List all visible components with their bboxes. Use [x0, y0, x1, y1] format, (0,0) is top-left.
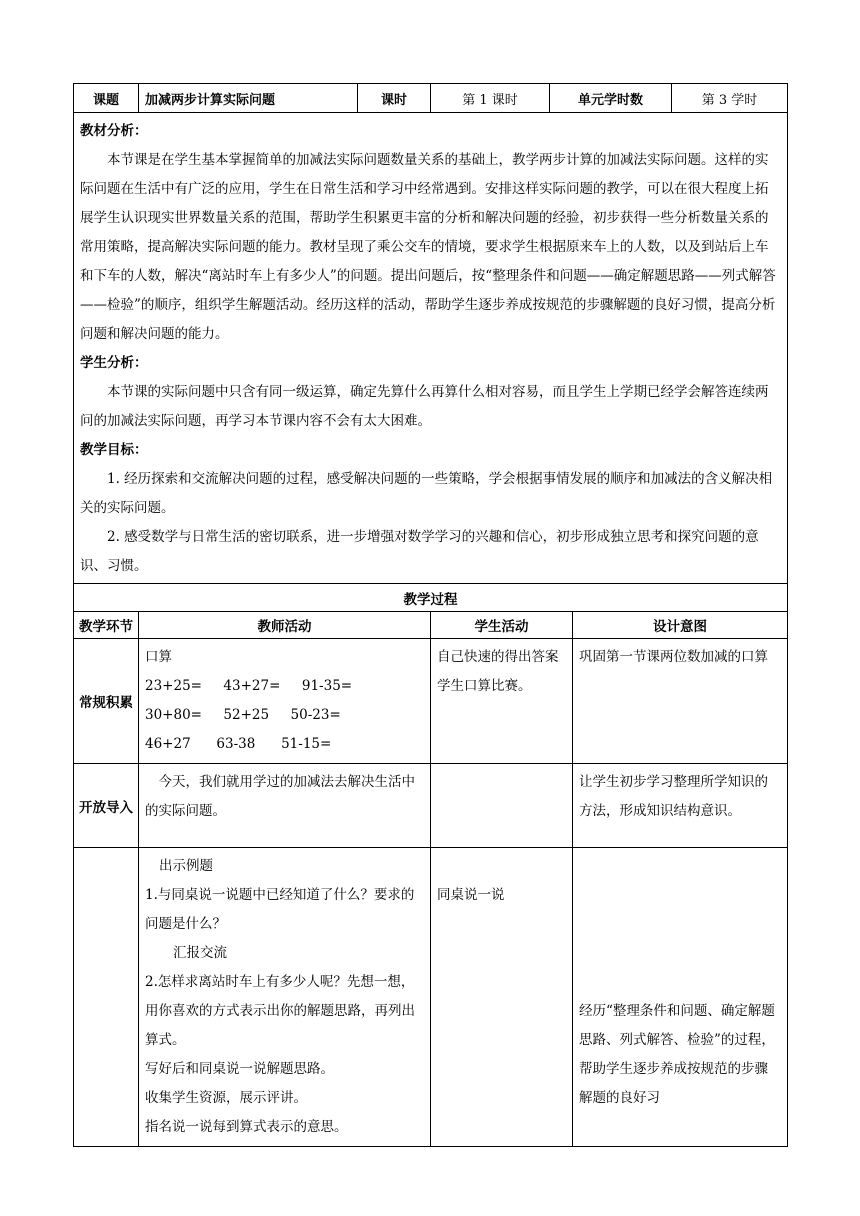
intent-intro: [573, 764, 788, 848]
textbook-heading: 教材分析：: [80, 123, 148, 139]
stage-routine: 常规积累: [74, 639, 139, 764]
row-example: [74, 848, 788, 1147]
period-label: 课时: [358, 84, 431, 113]
teacher-routine-line: 23+25= 43+27= 91-35=: [145, 678, 353, 694]
col-student: 学生活动: [431, 612, 573, 639]
student-routine: [431, 639, 573, 764]
teacher-intro-text: 今天，我们就用学过的加减法去解决生活中的实际问题。: [145, 774, 415, 819]
goal-1: 1. 经历探索和交流解决问题的过程，感受解决问题的一些策略，学会根据事情发展的顺序和加减法的含义解决相关的实际问题。: [80, 471, 773, 516]
goals-heading: 教学目标：: [80, 442, 148, 458]
student-routine-line: 学生口算比赛。: [437, 678, 532, 694]
unit-value: 第 3 学时: [672, 84, 788, 113]
teacher-example-line: 出示例题: [159, 858, 213, 874]
teacher-example-line: 汇报交流: [173, 945, 227, 961]
teacher-routine-line: 30+80= 52+25 50-23=: [145, 707, 341, 723]
process-title: 教学过程: [74, 584, 788, 612]
textbook-text: 本节课是在学生基本掌握简单的加减法实际问题数量关系的基础上，教学两步计算的加减法实际问题。这样的实际问题在生活中有广泛的应用，学生在日常生活和学习中经常遇到。安排这样实际问题的教学，可以在很大程度上拓展学生认识现实世界数量关系的范围，帮助学生积累更丰富的分析和解决问题的经验，初步获得一些分析数量关系的常用策略，提高解决实际问题的能力。教材呈现了乘公交车的情境，要求学生根据原来车上的人数，以及到站后上车和下车的人数，解决“离站时车上有多少人”的问题。提出问题后，按“整理条件和问题——确定解题思路——列式解答——检验”的顺序，组织学生解题活动。经历这样的活动，帮助学生逐步养成按规范的步骤解题的良好习惯，提高分析问题和解决问题的能力。: [80, 152, 776, 342]
teacher-routine-line: 46+27 63-38 51-15=: [145, 736, 332, 752]
stage-example: [74, 848, 139, 1147]
student-routine-line: 自己快速的得出答案: [437, 649, 559, 665]
topic-value: 加减两步计算实际问题: [139, 84, 358, 113]
teacher-example-line: 指名说一说每到算式表示的意思。: [145, 1119, 348, 1135]
header-row: [74, 84, 788, 113]
teacher-example-line: 1.与同桌说一说题中已经知道了什么？要求的问题是什么？: [145, 887, 415, 932]
teacher-example-line: 写好后和同桌说一说解题思路。: [145, 1061, 334, 1077]
col-stage: 教学环节: [74, 612, 139, 639]
teacher-routine: [139, 639, 431, 764]
stage-intro: 开放导入: [74, 764, 139, 848]
process-title-row: [74, 584, 788, 612]
lesson-plan-page: [73, 83, 787, 1147]
goal-2: 2. 感受数学与日常生活的密切联系，进一步增强对数学学习的兴趣和信心，初步形成独立思考和探究问题的意识、习惯。: [80, 529, 759, 574]
intent-routine: [573, 639, 788, 764]
intent-routine-text: 巩固第一节课两位数加减的口算: [579, 649, 769, 665]
col-intent: 设计意图: [573, 612, 788, 639]
analysis-row: [74, 113, 788, 584]
period-value: 第 1 课时: [431, 84, 550, 113]
lesson-plan-table: [73, 83, 788, 1147]
topic-label: 课题: [74, 84, 139, 113]
row-intro: [74, 764, 788, 848]
unit-label: 单元学时数: [550, 84, 672, 113]
teacher-intro: [139, 764, 431, 848]
student-heading: 学生分析：: [80, 355, 148, 371]
student-intro: [431, 764, 573, 848]
teacher-example: [139, 848, 431, 1147]
intent-example: [573, 848, 788, 1147]
column-header-row: [74, 612, 788, 639]
teacher-routine-line: 口算: [145, 649, 172, 665]
intent-intro-text: 让学生初步学习整理所学知识的方法，形成知识结构意识。: [579, 774, 769, 819]
row-routine: [74, 639, 788, 764]
student-example-text: 同桌说一说: [437, 887, 505, 903]
col-teacher: 教师活动: [139, 612, 431, 639]
intent-example-text: 经历“整理条件和问题、确定解题思路、列式解答、检验”的过程，帮助学生逐步养成按规范的步骤解题的良好习: [579, 1003, 775, 1106]
teacher-example-line: 收集学生资源，展示评讲。: [145, 1090, 307, 1106]
student-text: 本节课的实际问题中只含有同一级运算，确定先算什么再算什么相对容易，而且学生上学期已经学会解答连续两问的加减法实际问题，再学习本节课内容不会有太大困难。: [80, 384, 769, 429]
student-example: [431, 848, 573, 1147]
teacher-example-line: 2.怎样求离站时车上有多少人呢？先想一想，用你喜欢的方式表示出你的解题思路，再列出算式。: [145, 974, 415, 1048]
